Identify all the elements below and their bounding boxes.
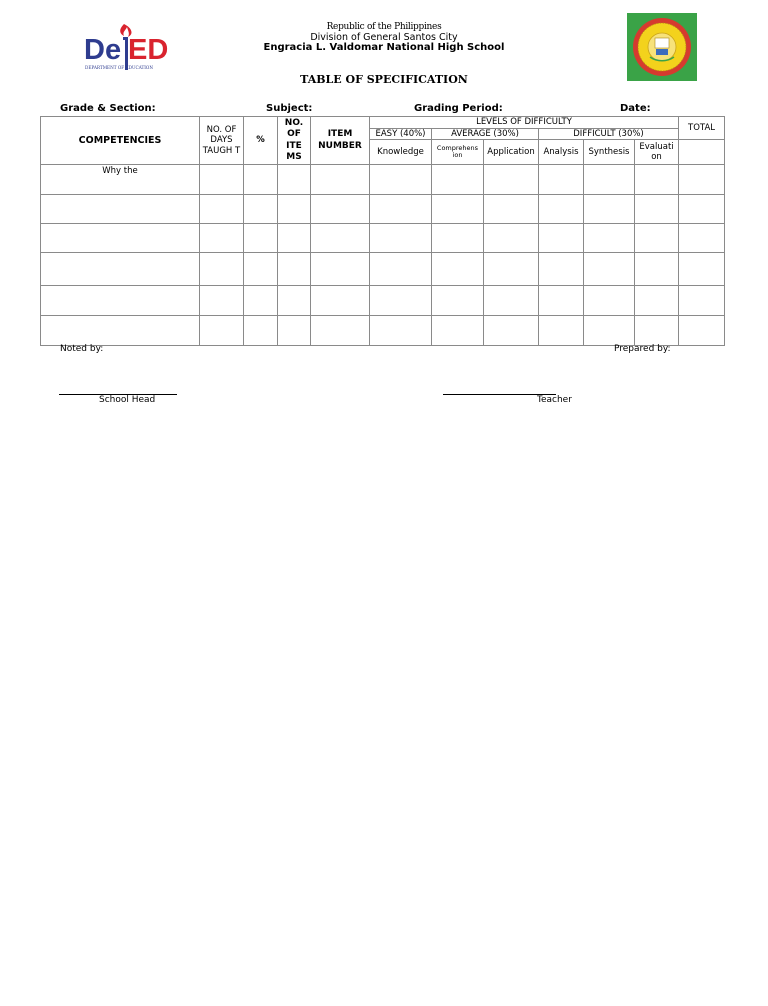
levels-header: LEVELS OF DIFFICULTY bbox=[370, 117, 679, 129]
knowledge-header: Knowledge bbox=[370, 140, 432, 165]
table-row bbox=[41, 316, 725, 346]
total-subcell bbox=[679, 140, 725, 165]
comprehension-header: Comprehens ion bbox=[432, 140, 484, 165]
date-label: Date: bbox=[620, 103, 651, 114]
days-taught-header: NO. OF DAYS TAUGH T bbox=[200, 117, 244, 165]
grading-period-label: Grading Period: bbox=[414, 103, 503, 114]
easy-header: EASY (40%) bbox=[370, 128, 432, 140]
competency-cell bbox=[41, 286, 200, 316]
synthesis-header: Synthesis bbox=[584, 140, 635, 165]
competency-cell bbox=[41, 316, 200, 346]
average-header: AVERAGE (30%) bbox=[432, 128, 539, 140]
evaluation-header: Evaluati on bbox=[635, 140, 679, 165]
document-title: TABLE OF SPECIFICATION bbox=[300, 73, 468, 86]
num-items-header: NO. OF ITE MS bbox=[278, 117, 311, 165]
table-row bbox=[41, 165, 725, 195]
application-header: Application bbox=[484, 140, 539, 165]
percent-header: % bbox=[244, 117, 278, 165]
total-header: TOTAL bbox=[679, 117, 725, 140]
competency-cell: Why the bbox=[41, 165, 200, 195]
noted-by-label: Noted by: bbox=[60, 344, 104, 354]
svg-text:ED: ED bbox=[128, 34, 169, 66]
prepared-by-label: Prepared by: bbox=[614, 344, 671, 354]
table-row bbox=[41, 253, 725, 286]
subject-label: Subject: bbox=[266, 103, 313, 114]
competency-cell bbox=[41, 224, 200, 253]
division-label: Division of General Santos City bbox=[310, 32, 458, 43]
svg-text:D: D bbox=[84, 34, 105, 66]
competencies-header: COMPETENCIES bbox=[41, 117, 200, 165]
school-name: Engracia L. Valdomar National High School bbox=[263, 42, 505, 53]
item-number-header: ITEM NUMBER bbox=[311, 117, 370, 165]
svg-text:e: e bbox=[105, 34, 122, 66]
competency-cell bbox=[41, 253, 200, 286]
table-row bbox=[41, 224, 725, 253]
specification-table bbox=[40, 116, 725, 346]
difficult-header: DIFFICULT (30%) bbox=[539, 128, 679, 140]
school-head-label: School Head bbox=[99, 395, 156, 405]
competency-cell bbox=[41, 195, 200, 224]
logo-subtitle: DEPARTMENT OF EDUCATION bbox=[85, 65, 154, 70]
table-row bbox=[41, 286, 725, 316]
analysis-header: Analysis bbox=[539, 140, 584, 165]
teacher-label: Teacher bbox=[537, 395, 572, 405]
grade-section-label: Grade & Section: bbox=[60, 103, 156, 114]
republic-label: Republic of the Philippines bbox=[326, 22, 442, 32]
table-row bbox=[41, 195, 725, 224]
